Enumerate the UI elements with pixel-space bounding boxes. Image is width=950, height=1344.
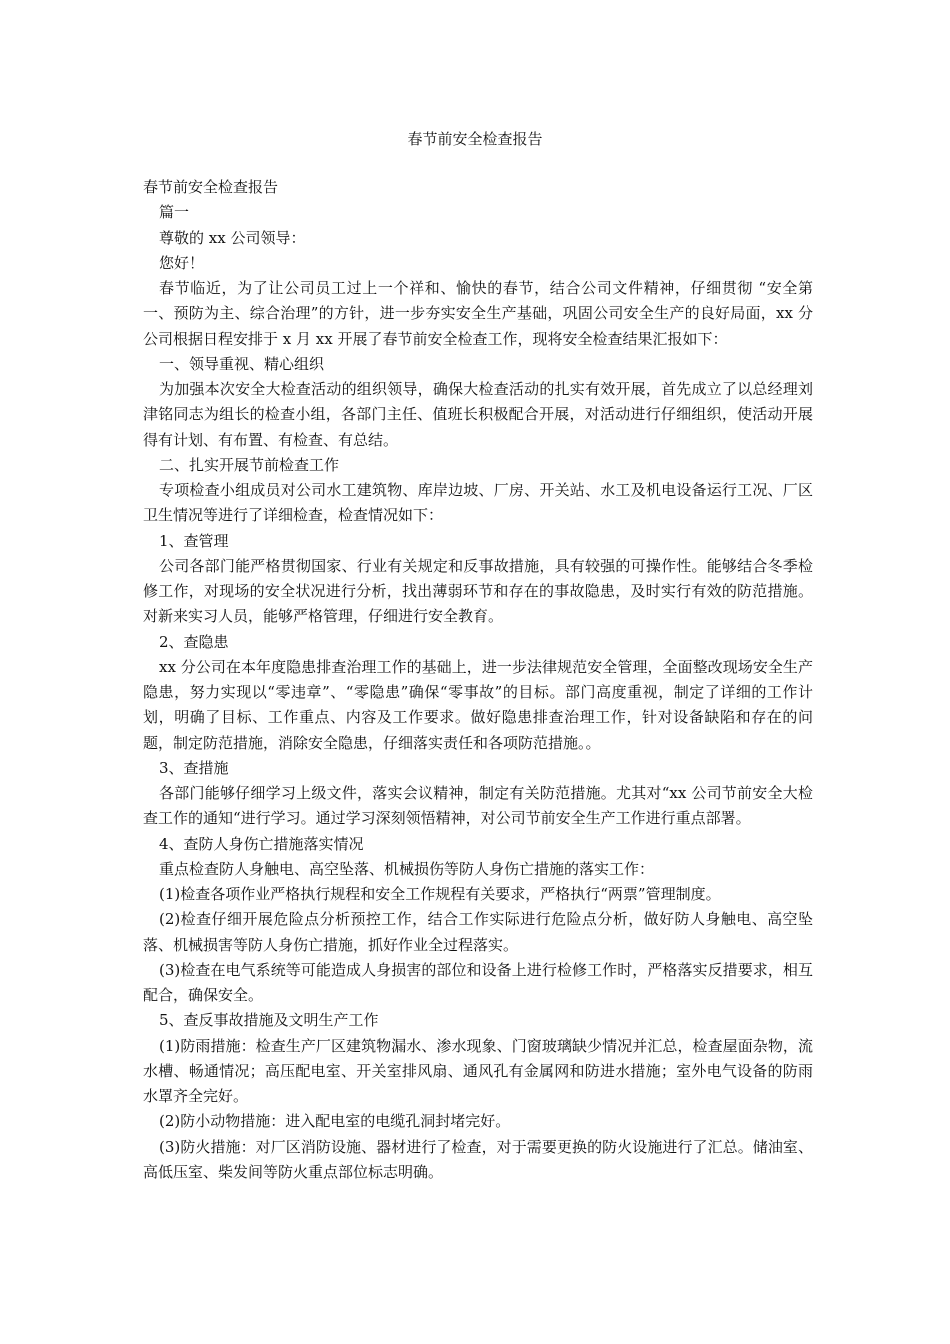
document-paragraph: 您好！	[159, 253, 205, 272]
document-paragraph: 5、查反事故措施及文明生产工作	[159, 1011, 379, 1030]
document-paragraph: 1、查管理	[159, 531, 229, 550]
document-body	[143, 175, 813, 1185]
document-paragraph: 春节临近，为了让公司员工过上一个祥和、愉快的春节，结合公司文件精神，仔细贯彻 “安全第一、预防为主、综合治理”的方针，进一步夯实安全生产基础，巩固公司安全生产的良好局面，xx 分公司根据日程安排于 x 月 xx 开展了春节前安全检查工作，现将安全检查结果汇报如下：	[143, 279, 813, 348]
document-paragraph: (3)检查在电气系统等可能造成人身损害的部位和设备上进行检修工作时，严格落实反措要求，相互配合，确保安全。	[143, 960, 813, 1004]
document-paragraph: 一、领导重视、精心组织	[159, 354, 325, 373]
document-paragraph: (1)防雨措施：检查生产厂区建筑物漏水、渗水现象、门窗玻璃缺少情况并汇总，检查屋面杂物，流水槽、畅通情况；高压配电室、开关室排风扇、通风孔有金属网和防进水措施；室外电气设备的防雨水罩齐全完好。	[143, 1036, 813, 1105]
document-paragraph: 为加强本次安全大检查活动的组织领导，确保大检查活动的扎实有效开展，首先成立了以总经理刘津铭同志为组长的检查小组，各部门主任、值班长积极配合开展，对活动进行仔细组织，使活动开展得有计划、有布置、有检查、有总结。	[143, 380, 813, 449]
document-paragraph: 4、查防人身伤亡措施落实情况	[159, 834, 364, 853]
document-paragraph: (3)防火措施：对厂区消防设施、器材进行了检查，对于需要更换的防火设施进行了汇总。储油室、高低压室、柴发间等防火重点部位标志明确。	[143, 1137, 813, 1181]
document-paragraph: 尊敬的 xx 公司领导：	[159, 228, 306, 247]
document-paragraph: 公司各部门能严格贯彻国家、行业有关规定和反事故措施，具有较强的可操作性。能够结合冬季检修工作，对现场的安全状况进行分析，找出薄弱环节和存在的事故隐患，及时实行有效的防范措施。对新来实习人员，能够严格管理，仔细进行安全教育。	[143, 556, 813, 626]
document-paragraph: 3、查措施	[159, 758, 229, 777]
document-paragraph: 专项检查小组成员对公司水工建筑物、库岸边坡、厂房、开关站、水工及机电设备运行工况、厂区卫生情况等进行了详细检查，检查情况如下：	[143, 481, 813, 525]
document-paragraph: 二、扎实开展节前检查工作	[159, 455, 340, 474]
document-paragraph: 篇一	[159, 203, 190, 222]
document-paragraph: 各部门能够仔细学习上级文件，落实会议精神，制定有关防范措施。尤其对“xx 公司节前安全大检查工作的通知“进行学习。通过学习深刻领悟精神，对公司节前安全生产工作进行重点部署。	[143, 784, 813, 828]
document-paragraph: (2)防小动物措施：进入配电室的电缆孔洞封堵完好。	[159, 1112, 511, 1131]
document-paragraph: xx 分公司在本年度隐患排查治理工作的基础上，进一步法律规范安全管理，全面整改现场安全生产隐患，努力实现以“零违章”、“零隐患”确保“零事故”的目标。部门高度重视，制定了详细的工作计划，明确了目标、工作重点、内容及工作要求。做好隐患排查治理工作，针对设备缺陷和存在的问题，制定防范措施，消除安全隐患，仔细落实责任和各项防范措施。。	[143, 657, 813, 752]
document-paragraph: 春节前安全检查报告	[143, 178, 279, 196]
document-title: 春节前安全检查报告	[407, 130, 543, 148]
document-paragraph: 重点检查防人身触电、高空坠落、机械损伤等防人身伤亡措施的落实工作：	[159, 859, 655, 878]
document-paragraph: (2)检查仔细开展危险点分析预控工作，结合工作实际进行危险点分析，做好防人身触电、高空坠落、机械损害等防人身伤亡措施，抓好作业全过程落实。	[143, 910, 813, 954]
document-paragraph: (1)检查各项作业严格执行规程和安全工作规程有关要求，严格执行“两票”管理制度。	[159, 885, 721, 903]
document-paragraph: 2、查隐患	[159, 632, 229, 651]
